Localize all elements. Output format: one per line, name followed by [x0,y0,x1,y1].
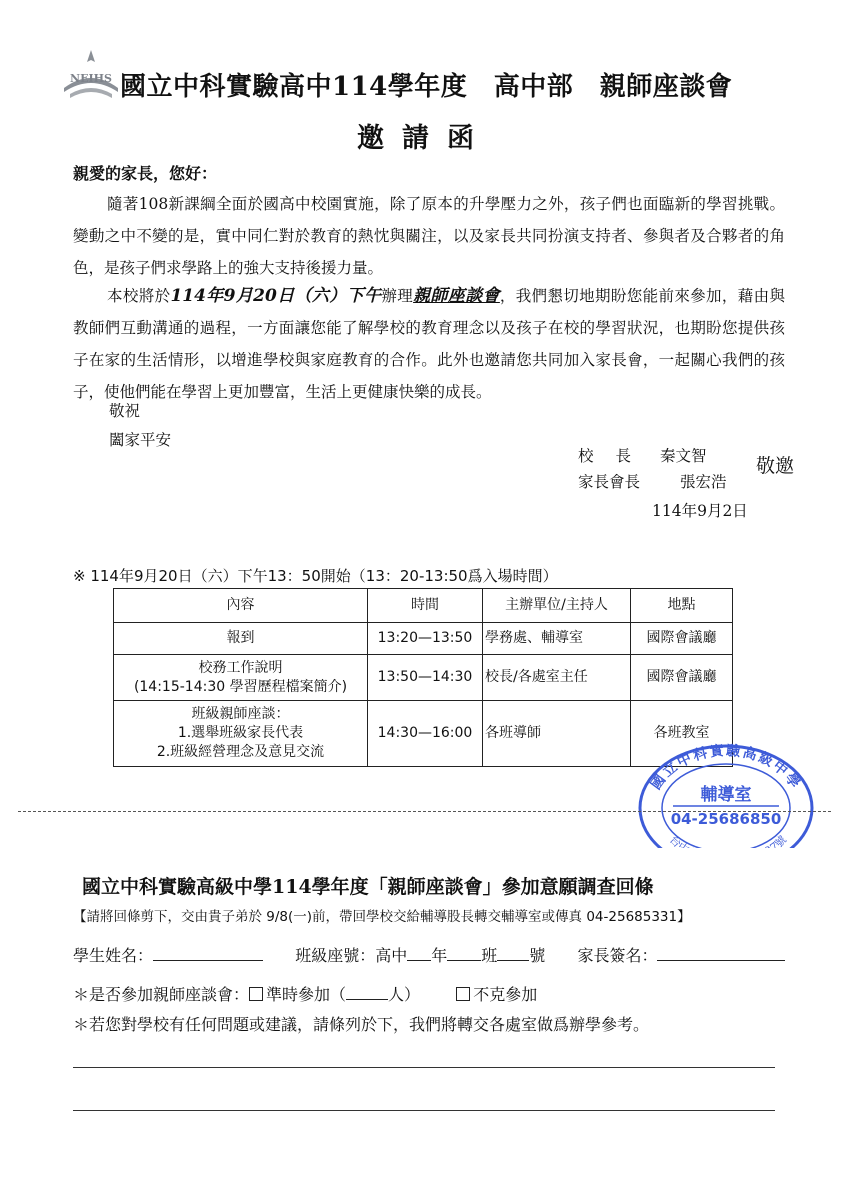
svg-text:台中市大雅區平和路227號: 台 7號 [666,833,790,848]
year-unit: 年 [431,946,448,965]
table-row [114,655,733,701]
school-stamp [633,742,819,848]
event-date-emphasis: 114年9月20日（六）下午 [170,286,382,306]
attend-count-field[interactable] [346,983,388,1000]
cell-content [114,701,368,767]
cell-host: 各班導師 [483,701,631,767]
para2-rest: ，我們懇切地期盼您能前來參加，藉由與教師們互動溝通的過程，一方面讓您能了解學校的教育理念以及孩子在校的學習狀況，也期盼您提供孩子在家的生活情形，以增進學校與家庭教育的合作。此外也邀請您共同加入家長會，一起關心我們的孩子，使他們能在學習上更加豐富，生活上更健康快樂的成長。 [73,287,785,401]
closing-salutation: 敬祝 [109,402,141,420]
cell-content: 報到 [114,623,368,655]
suggestion-line[interactable] [73,1110,775,1111]
para2-connector: 辦理 [381,287,414,305]
reply-slip-instruction: 【請將回條剪下，交由貴子弟於 9/8(一)前，帶回學校交給輔導股長轉交輔導室或傳真 04-25685331】 [73,909,691,925]
class-label: 班級座號：高中 [295,946,408,965]
letter-date: 114年9月2日 [652,502,748,520]
svg-text:輔導室: 輔導室 [700,785,752,805]
attendance-row [73,982,537,1005]
event-name-emphasis: 親師座談會 [413,286,500,306]
header-host: 主辦單位/主持人 [483,589,631,623]
suggestion-prompt: ＊若您對學校有任何問題或建議，請條列於下，我們將轉交各處室做爲辦學參考。 [73,1015,650,1034]
cell-content-line: 校務工作說明 [198,659,283,676]
svg-text:04-25686850: 04-25686850 [670,810,782,828]
letter-paragraph-1: 隨著108新課綱全面於國高中校園實施，除了原本的升學壓力之外，孩子們也面臨新的學習挑戰。變動之中不變的是，實中同仁對於教育的熱忱與關注，以及家長共同扮演支持者、參與者及合夥者的角色，是孩子們求學路上的強大支持後援力量。 [73,195,785,277]
cell-content-line: (14:15-14:30 學習歷程檔案簡介) [133,678,348,695]
schedule-table [113,588,733,767]
class-unit: 班 [481,946,498,965]
class-field[interactable] [447,944,481,961]
signer-name-principal: 秦文智 [660,447,707,465]
svg-text:國立中科實驗高級中學: 國立中科實驗高級中學 [648,742,804,793]
decline-checkbox[interactable] [456,987,470,1001]
table-header-row [114,589,733,623]
student-info-row [73,943,785,966]
cell-content [114,655,368,701]
header-time: 時間 [368,589,483,623]
header-content: 內容 [114,589,368,623]
page-title: 國立中科實驗高中114學年度 高中部 親師座談會 [120,72,733,102]
invite-word: 敬邀 [756,455,795,477]
attend-people-unit: 人） [388,985,421,1004]
student-name-label: 學生姓名： [73,946,154,965]
cell-content-line: 1.選舉班級家長代表 [177,725,304,741]
page-subtitle: 邀請函 [357,123,492,154]
cell-place: 國際會議廳 [631,655,733,701]
para2-lead: 本校將於 [107,287,171,305]
cell-time: 13:50—14:30 [368,655,483,701]
cut-line [18,811,831,812]
cell-host: 學務處、輔導室 [483,623,631,655]
signer-name-pta: 張宏浩 [680,473,727,491]
cell-place: 國際會議廳 [631,623,733,655]
cell-time: 14:30—16:00 [368,701,483,767]
attend-option: 準時參加（ [266,985,347,1004]
table-row [114,623,733,655]
parent-signature-field[interactable] [657,944,785,961]
school-logo [60,48,122,104]
year-field[interactable] [407,944,431,961]
svg-text:NEIHS: NEIHS [70,72,112,85]
attend-question: ＊是否參加親師座談會： [73,985,250,1004]
suggestion-line[interactable] [73,1067,775,1068]
student-name-field[interactable] [153,944,263,961]
cell-content-line: 班級親師座談： [191,706,290,722]
attend-checkbox[interactable] [249,987,263,1001]
closing-wish: 闔家平安 [109,431,172,449]
cell-host: 校長/各處室主任 [483,655,631,701]
letter-paragraph-2 [73,280,785,408]
signer-title-pta: 家長會長 [578,473,641,491]
seat-number-field[interactable] [497,944,529,961]
reply-slip-title: 國立中科實驗高級中學114學年度「親師座談會」參加意願調查回條 [82,876,654,898]
header-place: 地點 [631,589,733,623]
signer-title-principal: 校長 [578,447,654,465]
cell-content-line: 2.班級經營理念及意見交流 [156,744,325,760]
number-unit: 號 [529,946,546,965]
letter-greeting: 親愛的家長，您好： [73,164,218,183]
schedule-note: ※ 114年9月20日（六）下午13：50開始（13：20-13:50爲入場時間） [73,567,558,585]
cell-place: 各班教室 [631,701,733,767]
parent-sign-label: 家長簽名： [577,946,658,965]
cell-time: 13:20—13:50 [368,623,483,655]
decline-option: 不克參加 [473,985,538,1004]
